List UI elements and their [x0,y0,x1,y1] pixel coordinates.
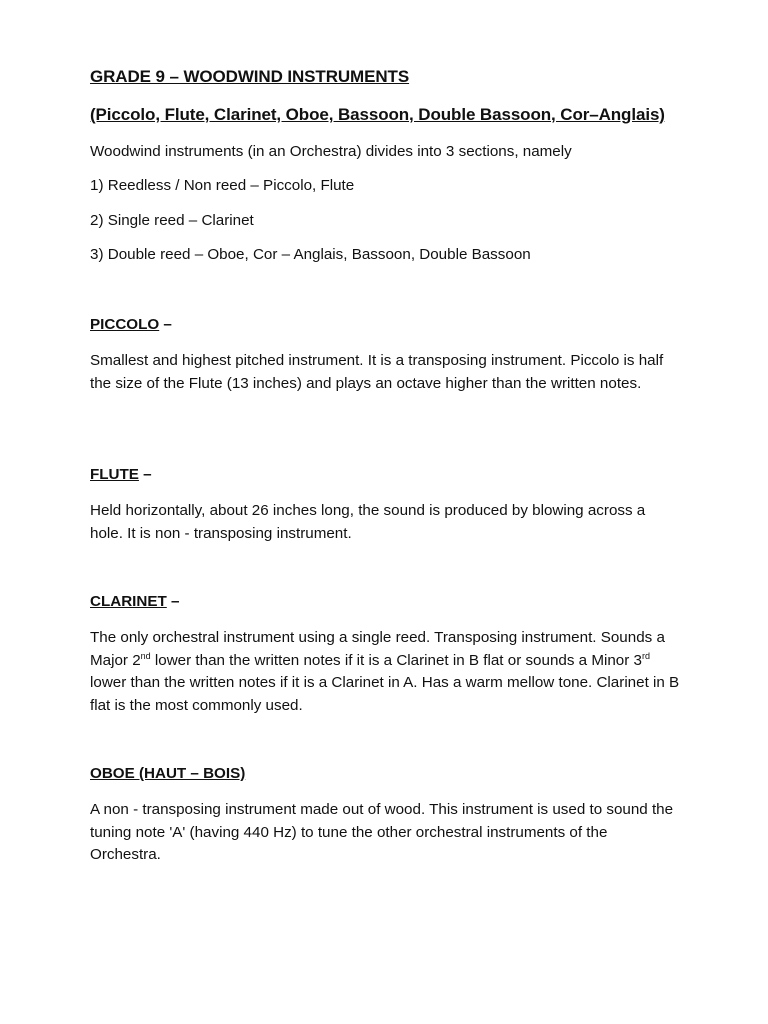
oboe-heading-label: OBOE (HAUT – BOIS) [90,765,246,782]
section-item-3: 3) Double reed – Oboe, Cor – Anglais, Bassoon, Double Bassoon [90,246,531,263]
clarinet-body [90,627,682,717]
clarinet-heading-label: CLARINET [90,593,167,610]
clarinet-body-part1: The only orchestral instrument using a single reed. Transposing instrument. Sounds a Major 2 [90,629,665,669]
clarinet-body-part3: lower than the written notes if it is a Clarinet in A. Has a warm mellow tone. Clarinet in B flat is the most commonly used. [90,674,680,714]
document-title: GRADE 9 – WOODWIND INSTRUMENTS [90,67,410,86]
oboe-heading [90,765,245,782]
section-item-1: 1) Reedless / Non reed – Piccolo, Flute [90,177,355,194]
flute-heading-label: FLUTE [90,466,139,483]
flute-body: Held horizontally, about 26 inches long, the sound is produced by blowing across a hole. It is non - transposing instrument. [90,502,646,542]
document-subtitle: (Piccolo, Flute, Clarinet, Oboe, Bassoon, Double Bassoon, Cor–Anglais) [90,105,665,124]
piccolo-body: Smallest and highest pitched instrument. It is a transposing instrument. Piccolo is half the size of the Flute (13 inches) and plays an octave higher than the written notes. [90,352,664,392]
flute-heading [90,466,152,483]
intro-text: Woodwind instruments (in an Orchestra) divides into 3 sections, namely [90,143,572,160]
clarinet-heading-dash: – [166,593,180,610]
flute-heading-dash: – [138,466,152,483]
clarinet-sup-nd: nd [140,650,151,661]
oboe-body: A non - transposing instrument made out of wood. This instrument is used to sound the tuning note 'A' (having 440 Hz) to tune the other orchestral instruments of the Orchestra. [90,801,674,863]
piccolo-heading-dash: – [159,316,172,333]
piccolo-heading-label: PICCOLO [90,316,160,333]
section-item-2: 2) Single reed – Clarinet [90,212,254,229]
clarinet-sup-rd: rd [641,650,650,661]
piccolo-heading [90,316,172,333]
clarinet-heading [90,593,179,610]
clarinet-body-part2: lower than the written notes if it is a Clarinet in B flat or sounds a Minor 3 [150,651,642,669]
